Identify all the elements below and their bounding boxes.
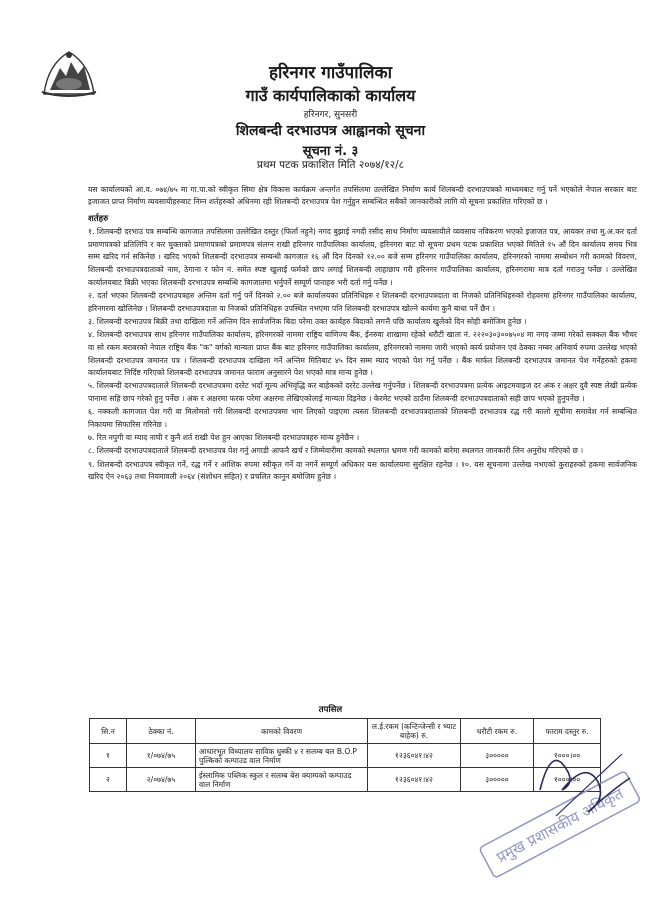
cell-deposit: ३००००० (461, 768, 534, 792)
cell-description: आधारभूत विध्यालय साविक धुस्की ४ र सलम्ब बल B.O.P पुल्किको कम्पाउड वाल निर्माण (196, 744, 368, 768)
col-sn: सि.न (90, 719, 127, 744)
conditions-list (88, 226, 637, 485)
conditions-heading: शर्तहरु (88, 214, 109, 224)
notice-number: सूचना नं. ३ (302, 144, 359, 159)
publish-date: प्रथम पटक प्रकाशित मिति २०७४/१२/८ (256, 159, 405, 171)
cell-estimate: १२३६०४१।४२ (368, 768, 461, 792)
col-estimate: ल.ई.रकम (कन्टिन्जेन्सी र भ्याट बाहेक) रु. (368, 719, 461, 744)
cell-estimate: १२३६०४१।४२ (368, 744, 461, 768)
col-fee: फाराम दस्तुर रु. (534, 719, 601, 744)
municipality-name: हरिनगर गाउँपालिका (269, 63, 392, 83)
condition-item: ५. शिलबन्दी दरभाउपत्रदाताले शिलबन्दी दरभाउपत्रमा दररेट भर्दा मूल्य अभिवृद्धि कर बाहेकको दररेट उल्लेख गर्नुपर्नेछ । शिलबन्दी दरभाउपत्रमा प्रत्येक आइटमवाइज दर अंक र अक्षर दुवै स्पष्ट लेखी प्रत्येक पानामा सहि छाप गरेको हुनु पर्नेछ । अंक र अक्षरमा फरक परेमा अक्षरमा लेखिएकोलाई मान्यता दिइनेछ । केरमेट भएको ठाउँमा शिलबन्दी दरभाउपत्रदाताको सही छाप भएको हुनुपर्नेछ । (88, 381, 637, 404)
intro-paragraph: यस कार्यालयको आ.व. ०७४/७५ मा गा.पा.को स्वीकृत सिमा क्षेत्र विकास कार्यक्रम अन्तर्गत तपसिलमा उल्लेखित निर्माण कार्य शिलबन्दी दरभाउपत्रको माध्यमबाट गर्नु पर्ने भएकोले नेपाल सरकार बाट इजाजत प्राप्त निर्माण व्यवसायीहरुबाट निम्न शर्तहरुको अधिनमा रही शिलबन्दी दरभाउपत्र पेश गर्नुहुन सम्बन्धित सबैको जानकारीको लागि यो सूचना प्रकाशित गरिएको छ । (88, 184, 637, 207)
cell-deposit: ३००००० (461, 744, 534, 768)
col-description: कामको विवरण (196, 719, 368, 744)
condition-item: २. दर्ता भएका शिलबन्दी दरभाउपत्रहरु अन्तिम दर्ता गर्नु पर्ने दिनको २.०० बजे कार्यालयका प्रतिनिधिहरु र शिलबन्दी दरभाउपत्रदाता वा निजको प्रतिनिधिहरुको रोहवरमा हरिनगर गाउँपालिका कार्यालय, हरिनगरमा खोलिनेछ । शिलबन्दी दरभाउपत्रदाता वा निजको प्रतिनिधिहरु उपस्थित नभएमा पनि शिलबन्दी दरभाउपत्र खोल्ने कार्यमा कुनै बाधा पर्ने छैन । (88, 291, 637, 313)
col-contract-no: ठेक्का नं. (127, 719, 196, 744)
schedule-title: तपसिल (318, 705, 343, 715)
condition-item: ६. नक्कली कागजात पेश गरी वा मिलोमतो गरी शिलबन्दी दरभाउपत्रमा भाग लिएको पाइएमा त्यस्ता शिलबन्दी दरभाउपत्रदाताको शिलबन्दी दरभाउपत्र रद्ध गरी कालो सूचीमा समावेश गर्न सम्बन्धित निकायमा सिफारिस गरिनेछ । (88, 407, 637, 430)
office-address: हरिनगर, सुनसरी (303, 110, 358, 120)
stamp-text: प्रमुख प्रशासकीय अधिकृत (493, 784, 627, 867)
cell-contract-no: २/०७४/७५ (127, 768, 196, 792)
condition-item: ३. शिलबन्दी दरभाउपत्र बिक्री तथा दाखिला गर्ने अन्तिम दिन सार्वजनिक बिदा परेमा उक्त कार्यहरु बिदाको लगत्तै पछि कार्यालय खुलेको दिन सोही बमोजिम हुनेछ । (88, 316, 527, 326)
official-stamp-and-signature (470, 720, 650, 900)
cell-description: ईस्लामिक पब्लिक स्कुल र सलम्ब बेस क्याम्पको कम्पाउड वाल निर्माण (196, 768, 368, 792)
condition-item: ४. शिलबन्दी दरभाउपत्र साथ हरिनगर गाउँपालिका कार्यालय, हरिनगरको नाममा राष्ट्रिय वाणिज्य बैंक, ईनरुवा शाखामा रहेको धरौटी खाता नं. २२२०३०३००७५०४ मा नगद जम्मा गरेको सक्कल बैंक भौचर वा सो रकम बराबरको नेपाल राष्ट्रिय बैंक "क" वर्गको मान्यता प्राप्त बैंक बाट हरिनगर गाउँपालिका कार्यालय, हरिनगरको नाममा जारी भएको कार्य प्रयोजन एवं ठेक्का नम्बर अनिवार्य रुपमा उल्लेख भएको शिलबन्दी दरभाउपत्र जमानत पत्र । शिलबन्दी दरभाउपत्र दाखिला गर्ने अन्तिम मितिबाट ४५ दिन सम्म म्याद भएको पेश गर्नु पर्नेछ । बैंक मार्फत शिलबन्दी दरभाउपत्र जमानत पेश गर्नेहरुको हकमा कार्यालयबाट निर्दिष्ट गरिएको शिलबन्दी दरभाउपत्र जमानत फाराम अनुसारने पेश भएको मात्र मान्य हुनेछ । (88, 330, 637, 378)
col-deposit: धरौटी रकम रु. (461, 719, 534, 744)
cell-fee: १०००।०० (534, 768, 601, 792)
cell-sn: २ (90, 768, 127, 792)
notice-title: शिलबन्दी दरभाउपत्र आह्वानको सूचना (235, 123, 426, 139)
cell-fee: १०००।०० (534, 744, 601, 768)
condition-item: ८. शिलबन्दी दरभाउपत्रदाताले शिलबन्दी दरभाउपत्र पेश गर्नु अगाडी आफनै खर्च र जिम्मेवारीमा कामको स्थलगत भ्रमण गरी कामको बारेमा स्थलगत जानकारी लिन अनुरोध गरिएको छ । (88, 446, 584, 456)
office-name: गाउँ कार्यपालिकाको कार्यालय (245, 86, 416, 105)
condition-item: १. शिलबन्दी दरभाउ पत्र सम्बन्धि कागजात तपसिलमा उल्लेखित दस्तुर (फिर्ता नहुने) नगद बुझाई नगदी रसीद साथ निर्माण व्यवसायीले व्यवसाय नविकरण भएको इजाजत पत्र, आयकर तथा मु.अ.कर दर्ता प्रमाणपत्रको प्रतिलिपि र कर चुक्ताको प्रमाणपत्रको प्रमाणपत्र संलग्न राखी हरिनगर गाउँपालिका कार्यालय, हरिनगरा बाट यो सूचना प्रथम पटक प्रकाशित भएको मितिले १५ औं दिन कार्यालय समय भित्र सम्म खरिद गर्न सकिनेछ । खरिद भएको शिलबन्दी दरभाउपत्र सम्बन्धी कागजात १६ औं दिन दिनको १२.०० बजे सम्म हरिनगर गाउँपालिका कार्यालय, हरिनगरको नाममा सम्बोधन गरी कामको विवरण, शिलबन्दी दरभाउपत्रदाताको नाम, ठेगाना र फोन नं. समेत स्पष्ट खुलाई फर्मको छाप लगाई शिलबन्दी लाहाछाप गरी हरिनगर गाउँपालिका कार्यालय, हरिनगरामा मात्र दर्ता गराउनु पर्नेछ । उल्लेखित कार्यालयबाट बिक्री भएका शिलबन्दी दरभाउपत्र सम्बन्धि कागजातमा भर्नुपर्ने सम्पूर्ण पानाहरु भरी दर्ता गर्नु पर्नेछ । (88, 227, 637, 287)
cell-contract-no: १/०७४/७५ (127, 744, 196, 768)
condition-item: ७. रित नपुगी वा म्याद नाघी र कुनै शर्त राखी पेश हुन आएका शिलबन्दी दरभाउपत्रहरु मान्य हुनेछैन । (88, 433, 360, 443)
condition-item: ९. शिलबन्दी दरभाउपत्र स्वीकृत गर्ने, रद्ध गर्ने र आंशिक रुपमा स्वीकृत गर्ने वा नगर्ने सम्पूर्ण अधिकार यस कार्यालयमा सुरक्षित रहनेछ । १०. यस सूचनामा उल्लेख नभएको कुराहरुको हकमा सार्वजनिक खरिद ऐन २०६३ तथा नियमावली २०६४ (संशोधन सहित) र प्रचलित कानुन बमोजिम हुनेछ । (88, 459, 637, 482)
cell-sn: १ (90, 744, 127, 768)
